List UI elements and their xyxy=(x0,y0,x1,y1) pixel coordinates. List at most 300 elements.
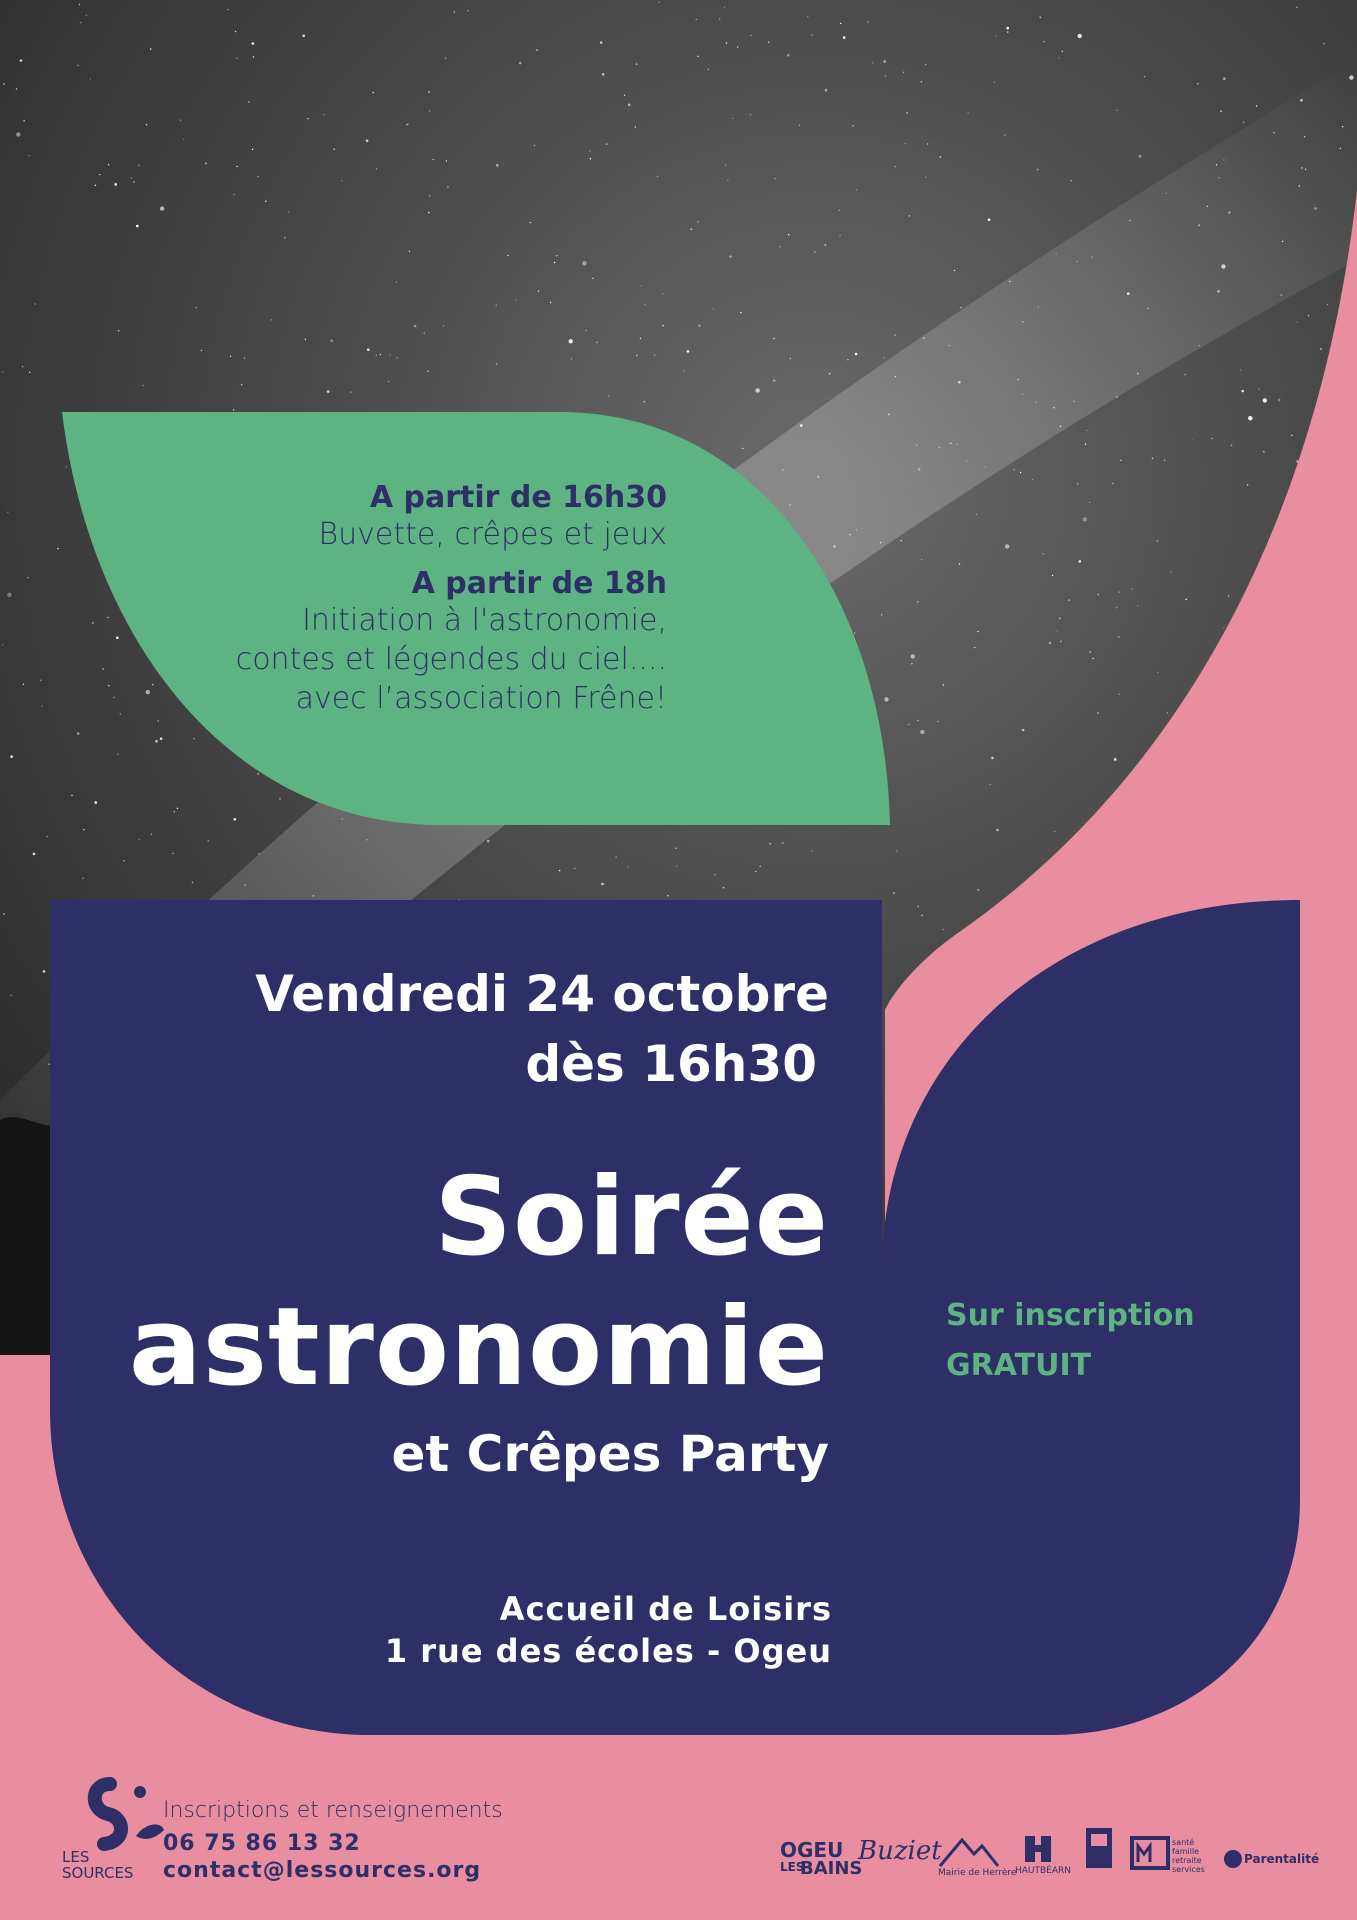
star xyxy=(123,860,124,861)
star xyxy=(1297,321,1298,322)
star xyxy=(920,730,924,734)
star xyxy=(496,363,497,364)
star xyxy=(160,206,164,210)
schedule-text xyxy=(236,480,667,716)
star xyxy=(884,697,888,701)
star xyxy=(606,143,607,144)
star xyxy=(265,201,266,202)
star xyxy=(530,222,531,223)
star xyxy=(683,370,684,371)
star xyxy=(1036,402,1037,403)
star xyxy=(1216,164,1217,165)
star xyxy=(697,221,698,222)
star xyxy=(108,685,109,686)
star xyxy=(253,56,254,57)
star xyxy=(769,843,770,844)
star xyxy=(49,1064,50,1065)
star xyxy=(208,840,209,841)
star xyxy=(888,414,889,415)
star xyxy=(236,166,237,167)
star xyxy=(896,850,897,851)
star xyxy=(161,738,162,739)
star xyxy=(937,721,938,722)
star xyxy=(7,512,8,513)
star xyxy=(1054,831,1055,832)
star xyxy=(515,299,516,300)
star xyxy=(644,401,645,402)
star xyxy=(1071,180,1072,181)
star xyxy=(585,330,586,331)
star xyxy=(1211,438,1212,439)
star xyxy=(833,545,836,548)
star xyxy=(1217,290,1220,293)
star xyxy=(582,261,586,265)
event-address: 1 rue des écoles - Ogeu xyxy=(384,1632,832,1670)
star xyxy=(894,335,895,336)
org-logo-line2: SOURCES xyxy=(62,1864,134,1882)
star xyxy=(726,42,727,43)
star xyxy=(1263,398,1267,402)
star xyxy=(1127,292,1130,295)
star xyxy=(1291,435,1292,436)
star xyxy=(407,124,408,125)
second-description-line: Initiation à l'astronomie, xyxy=(302,603,667,638)
star xyxy=(818,476,819,477)
star xyxy=(1223,77,1226,80)
star xyxy=(732,118,733,119)
star xyxy=(825,89,828,92)
star xyxy=(341,180,342,181)
star xyxy=(1223,159,1224,160)
star xyxy=(911,654,915,658)
star xyxy=(1083,517,1087,521)
star xyxy=(921,81,922,82)
star xyxy=(172,853,173,854)
star xyxy=(1301,167,1302,168)
star xyxy=(1116,110,1117,111)
star xyxy=(1119,591,1120,592)
star xyxy=(1005,544,1009,548)
star xyxy=(366,139,369,142)
star xyxy=(657,176,658,177)
star xyxy=(1198,225,1199,226)
star xyxy=(1091,256,1092,257)
star xyxy=(1184,374,1185,375)
star xyxy=(16,88,17,89)
star xyxy=(1116,396,1117,397)
star xyxy=(271,319,272,320)
ogeu-logo-small: LES xyxy=(780,1860,805,1874)
star xyxy=(1004,135,1005,136)
star xyxy=(925,177,926,178)
star xyxy=(943,929,944,930)
second-time: A partir de 18h xyxy=(411,566,667,601)
star xyxy=(1052,575,1053,576)
star xyxy=(602,73,605,76)
star xyxy=(959,563,960,564)
star xyxy=(847,359,848,360)
star xyxy=(814,251,815,252)
star xyxy=(41,705,42,706)
star xyxy=(235,31,236,32)
star xyxy=(90,78,91,79)
star xyxy=(903,72,904,73)
star xyxy=(22,366,23,367)
star xyxy=(977,631,978,632)
star xyxy=(46,836,47,837)
star xyxy=(895,376,896,377)
star xyxy=(443,325,444,326)
star xyxy=(1240,369,1241,370)
star xyxy=(1219,177,1220,178)
star xyxy=(839,235,840,236)
star xyxy=(571,358,572,359)
star xyxy=(146,690,150,694)
star xyxy=(43,970,46,973)
star xyxy=(334,149,335,150)
cdc-logo-icon xyxy=(1086,1828,1112,1868)
star xyxy=(867,21,868,22)
star xyxy=(155,740,158,743)
star xyxy=(79,4,80,5)
star xyxy=(3,913,4,914)
herrere-logo: Mairie de Herrère xyxy=(938,1868,1017,1878)
star xyxy=(978,889,979,890)
star xyxy=(1243,122,1244,123)
star xyxy=(1062,51,1063,52)
star xyxy=(174,811,175,812)
star xyxy=(854,632,855,633)
star xyxy=(252,42,255,45)
star xyxy=(1300,99,1303,102)
star xyxy=(1086,430,1087,431)
star xyxy=(57,548,58,549)
star xyxy=(958,381,961,384)
star xyxy=(445,58,446,59)
star xyxy=(133,181,134,182)
star xyxy=(158,720,159,721)
star xyxy=(1022,729,1025,732)
star xyxy=(967,112,968,113)
star xyxy=(20,59,23,62)
star xyxy=(10,755,13,758)
star xyxy=(988,219,991,222)
star xyxy=(77,65,78,66)
star xyxy=(367,348,370,351)
star xyxy=(925,64,926,65)
star xyxy=(659,2,660,3)
star xyxy=(1129,220,1130,221)
star xyxy=(389,354,390,355)
star xyxy=(996,35,997,36)
star xyxy=(177,808,178,809)
star xyxy=(1118,636,1119,637)
star xyxy=(696,19,697,20)
star xyxy=(788,234,789,235)
star xyxy=(1186,599,1187,600)
star xyxy=(901,540,902,541)
ogeu-logo: OGEU xyxy=(780,1838,844,1862)
star xyxy=(136,225,139,228)
star xyxy=(713,308,714,309)
star xyxy=(1263,451,1264,452)
star xyxy=(908,724,909,725)
star xyxy=(1007,31,1008,32)
star xyxy=(1314,207,1317,210)
star xyxy=(327,390,330,393)
star xyxy=(23,120,24,121)
star xyxy=(205,163,206,164)
star xyxy=(1197,83,1198,84)
star xyxy=(921,915,922,916)
star xyxy=(27,577,28,578)
star xyxy=(429,110,430,111)
star xyxy=(1299,185,1300,186)
event-title-line2: astronomie xyxy=(128,1285,829,1410)
star xyxy=(1097,712,1098,713)
star xyxy=(1079,560,1082,563)
star xyxy=(923,337,924,338)
event-title-line1: Soirée xyxy=(434,1155,829,1280)
star xyxy=(724,7,725,8)
star xyxy=(676,865,677,866)
star xyxy=(675,848,676,849)
star xyxy=(843,36,846,39)
star xyxy=(429,195,430,196)
star xyxy=(1006,27,1009,30)
star xyxy=(1157,540,1158,541)
star xyxy=(628,104,631,107)
star xyxy=(782,842,783,843)
star xyxy=(307,118,308,119)
star xyxy=(324,114,325,115)
star xyxy=(790,504,791,505)
star xyxy=(950,443,951,444)
star xyxy=(1057,630,1058,631)
star xyxy=(768,42,769,43)
star xyxy=(774,178,775,179)
star xyxy=(146,124,147,125)
star xyxy=(1120,460,1121,461)
star xyxy=(893,892,894,893)
star xyxy=(409,251,410,252)
star xyxy=(569,339,573,343)
star xyxy=(1296,7,1297,8)
star xyxy=(608,396,609,397)
star xyxy=(1059,618,1060,619)
star xyxy=(131,177,132,178)
star xyxy=(1170,571,1171,572)
star xyxy=(1167,712,1168,713)
star xyxy=(940,156,941,157)
star xyxy=(654,354,655,355)
star xyxy=(536,49,537,50)
star xyxy=(77,732,80,735)
star xyxy=(742,448,743,449)
star xyxy=(799,125,800,126)
star xyxy=(708,69,709,70)
star xyxy=(943,684,944,685)
star xyxy=(507,255,508,256)
star xyxy=(396,281,397,282)
star xyxy=(918,906,919,907)
star xyxy=(1112,483,1113,484)
star xyxy=(2,371,3,372)
star xyxy=(3,83,4,84)
star xyxy=(424,333,425,334)
star xyxy=(1131,588,1132,589)
star xyxy=(94,801,97,804)
contact-label: Inscriptions et renseignements xyxy=(163,1798,503,1823)
star xyxy=(227,9,228,10)
msa-logo-text: santé famille retraite services xyxy=(1172,1838,1205,1874)
star xyxy=(729,255,732,258)
star xyxy=(1060,426,1061,427)
star xyxy=(918,468,921,471)
star xyxy=(1013,469,1014,470)
star xyxy=(825,244,826,245)
star xyxy=(624,95,625,96)
star xyxy=(838,210,839,211)
star xyxy=(258,853,259,854)
star xyxy=(790,358,791,359)
star xyxy=(884,357,885,358)
star xyxy=(2,644,3,645)
star xyxy=(589,150,590,151)
star xyxy=(556,255,557,256)
star xyxy=(852,125,853,126)
star xyxy=(1032,479,1033,480)
star xyxy=(103,668,104,669)
star xyxy=(433,159,434,160)
star xyxy=(1199,345,1200,346)
star xyxy=(302,35,305,38)
contact-email[interactable]: contact@lessources.org xyxy=(163,1858,482,1883)
star xyxy=(1152,458,1153,459)
star xyxy=(1228,211,1231,214)
star xyxy=(1144,76,1145,77)
star xyxy=(885,75,886,76)
star xyxy=(1231,445,1232,446)
star xyxy=(192,882,193,883)
star xyxy=(750,35,751,36)
star xyxy=(994,82,995,83)
star xyxy=(1278,399,1281,402)
star xyxy=(773,379,776,382)
star xyxy=(538,290,539,291)
star xyxy=(966,460,967,461)
hautbearn-logo: HAUTBÉARN xyxy=(1015,1866,1072,1876)
star xyxy=(1077,261,1078,262)
star xyxy=(241,384,242,385)
star xyxy=(635,126,636,127)
star xyxy=(252,149,253,150)
star xyxy=(534,145,535,146)
star xyxy=(120,713,121,714)
star xyxy=(1098,594,1099,595)
star xyxy=(1009,281,1010,282)
star xyxy=(1247,484,1248,485)
star xyxy=(590,158,591,159)
star xyxy=(1308,315,1309,316)
star xyxy=(82,878,83,879)
star xyxy=(1220,111,1221,112)
star xyxy=(496,305,497,306)
star xyxy=(840,23,841,24)
contact-phone[interactable]: 06 75 86 13 32 xyxy=(163,1831,361,1856)
star xyxy=(1020,472,1021,473)
star xyxy=(1089,651,1090,652)
star xyxy=(1137,373,1138,374)
star xyxy=(376,355,377,356)
star xyxy=(906,112,907,113)
star xyxy=(1049,642,1052,645)
star xyxy=(116,637,119,640)
star xyxy=(855,353,858,356)
star xyxy=(1060,641,1061,642)
star xyxy=(829,373,830,374)
star xyxy=(1273,132,1274,133)
star xyxy=(985,466,986,467)
star xyxy=(447,186,448,187)
star xyxy=(691,229,692,230)
star xyxy=(233,194,234,195)
parentalite-logo: Parentalité xyxy=(1244,1852,1320,1866)
star xyxy=(698,325,701,328)
first-time: A partir de 16h30 xyxy=(369,480,667,515)
star xyxy=(40,680,41,681)
buziet-logo: Buziet xyxy=(858,1836,942,1866)
star xyxy=(916,445,917,446)
star xyxy=(1038,306,1039,307)
star xyxy=(697,56,698,57)
star xyxy=(760,866,761,867)
star xyxy=(723,887,724,888)
star xyxy=(1089,502,1090,503)
star xyxy=(894,166,895,167)
star xyxy=(1119,694,1120,695)
star xyxy=(856,189,857,190)
star xyxy=(86,15,87,16)
star xyxy=(911,663,912,664)
star xyxy=(396,357,397,358)
star xyxy=(737,47,738,48)
org-logo-line1: LES xyxy=(62,1848,90,1866)
star xyxy=(446,160,447,161)
star xyxy=(976,514,977,515)
star xyxy=(559,870,560,871)
star xyxy=(727,180,728,181)
star xyxy=(1221,264,1225,268)
star xyxy=(909,215,910,216)
star xyxy=(949,345,950,346)
star xyxy=(305,339,306,340)
star xyxy=(917,601,918,602)
star xyxy=(856,529,857,530)
star xyxy=(66,466,67,467)
star xyxy=(1327,304,1328,305)
star xyxy=(627,866,628,867)
star xyxy=(1037,169,1038,170)
star xyxy=(350,391,351,392)
star xyxy=(467,10,468,11)
star xyxy=(234,818,237,821)
star xyxy=(1077,483,1078,484)
star xyxy=(782,469,783,470)
star xyxy=(244,357,245,358)
star xyxy=(990,784,991,785)
star xyxy=(1228,595,1229,596)
